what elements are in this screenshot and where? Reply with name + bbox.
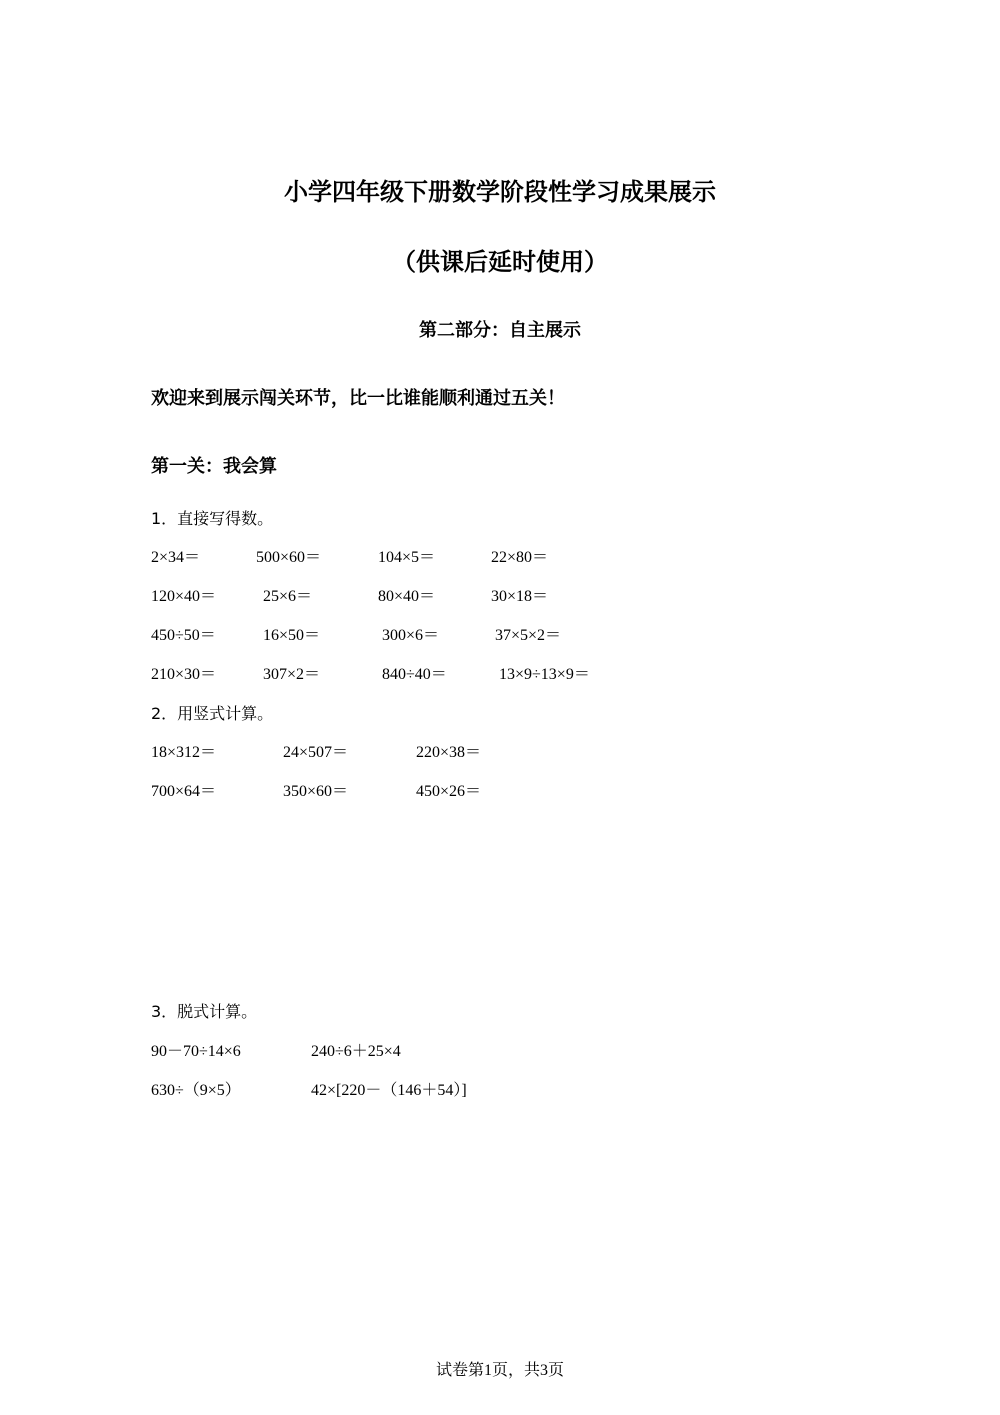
q2-item: 24×507＝ xyxy=(283,744,349,761)
q3-item: 630÷（9×5） xyxy=(151,1082,241,1099)
q1-item: 840÷40＝ xyxy=(382,666,447,683)
q1-item: 80×40＝ xyxy=(378,588,436,605)
page-subtitle: （供课后延时使用） xyxy=(392,248,608,276)
q2-item: 350×60＝ xyxy=(283,783,349,800)
level-title: 第一关：我会算 xyxy=(151,456,277,477)
section-heading: 第二部分：自主展示 xyxy=(419,320,581,341)
q1-item: 120×40＝ xyxy=(151,588,217,605)
q2-item: 450×26＝ xyxy=(416,783,482,800)
page-footer: 试卷第1页，共3页 xyxy=(435,1362,564,1379)
q1-item: 104×5＝ xyxy=(378,549,436,566)
page-title: 小学四年级下册数学阶段性学习成果展示 xyxy=(284,178,716,206)
q2-item: 700×64＝ xyxy=(151,783,217,800)
intro-text: 欢迎来到展示闯关环节，比一比谁能顺利通过五关！ xyxy=(151,388,565,409)
q1-item: 37×5×2＝ xyxy=(495,627,562,644)
question-3-label: 3．脱式计算。 xyxy=(151,1002,258,1021)
q1-item: 450÷50＝ xyxy=(151,627,216,644)
question-1-label: 1．直接写得数。 xyxy=(151,509,274,528)
q3-item: 90－70÷14×6 xyxy=(151,1043,241,1060)
q1-item: 22×80＝ xyxy=(491,549,549,566)
q1-item: 13×9÷13×9＝ xyxy=(499,666,590,683)
q1-item: 30×18＝ xyxy=(491,588,549,605)
q2-item: 220×38＝ xyxy=(416,744,482,761)
q1-item: 500×60＝ xyxy=(256,549,322,566)
q3-item: 42×[220－（146＋54）] xyxy=(311,1082,467,1099)
question-2-label: 2．用竖式计算。 xyxy=(151,704,274,723)
q3-item: 240÷6＋25×4 xyxy=(311,1043,401,1060)
q1-item: 16×50＝ xyxy=(263,627,321,644)
q2-item: 18×312＝ xyxy=(151,744,217,761)
q1-item: 307×2＝ xyxy=(263,666,321,683)
q1-item: 210×30＝ xyxy=(151,666,217,683)
q1-item: 25×6＝ xyxy=(263,588,313,605)
q1-item: 2×34＝ xyxy=(151,549,201,566)
q1-item: 300×6＝ xyxy=(382,627,440,644)
